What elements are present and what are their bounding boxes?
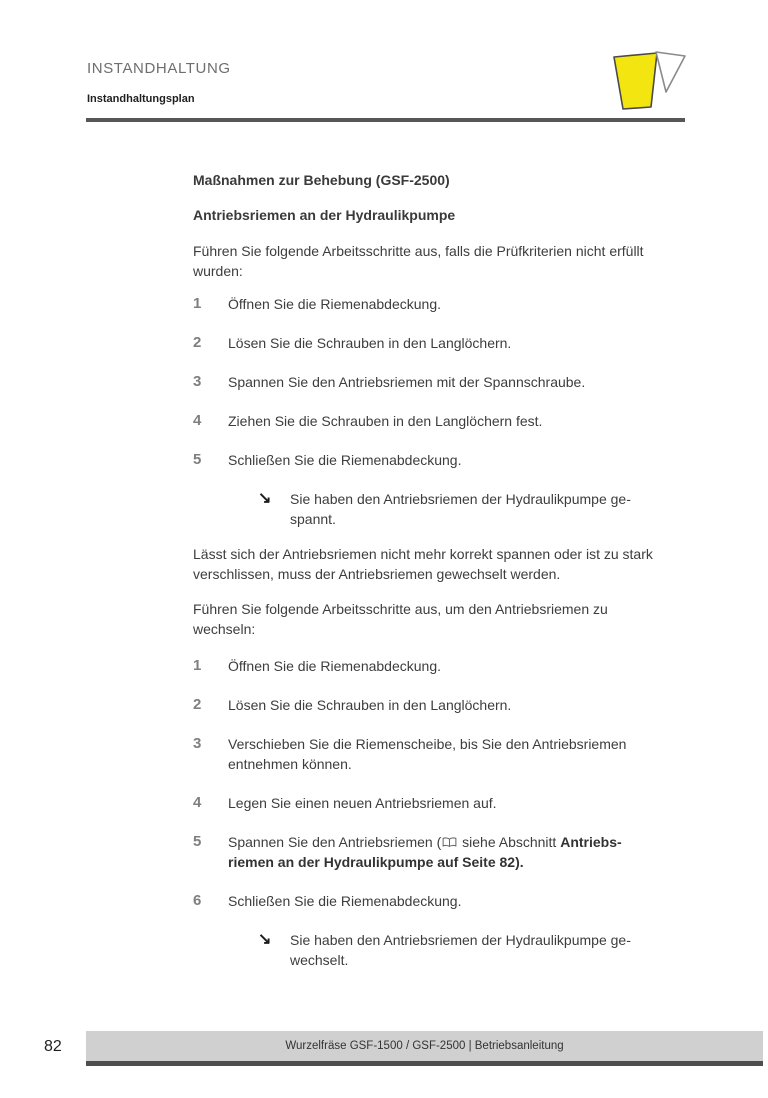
section-title: Instandhaltungsplan bbox=[87, 93, 195, 105]
subsection-heading-massnahmen: Maßnahmen zur Behebung (GSF-2500) bbox=[193, 172, 450, 188]
page-number: 82 bbox=[44, 1038, 62, 1055]
step-number: 2 bbox=[193, 696, 202, 713]
page-body bbox=[193, 170, 665, 970]
step-item bbox=[193, 793, 665, 813]
result-line-1 bbox=[258, 489, 665, 529]
step-item bbox=[193, 450, 665, 470]
step-number: 2 bbox=[193, 334, 202, 351]
result-line-2 bbox=[258, 930, 665, 970]
step-number: 5 bbox=[193, 451, 202, 468]
result-text: Sie haben den Antriebsriemen der Hydraulikpumpe ge-spannt. bbox=[290, 491, 631, 527]
step-item bbox=[193, 411, 665, 431]
step-item bbox=[193, 372, 665, 392]
step-number: 6 bbox=[193, 892, 202, 909]
step-number: 1 bbox=[193, 295, 202, 312]
subsection-heading-antriebsriemen: Antriebsriemen an der Hydraulikpumpe bbox=[193, 207, 456, 223]
footer-bar bbox=[86, 1031, 763, 1066]
header-divider bbox=[86, 118, 685, 122]
step-item bbox=[193, 891, 665, 911]
intro-paragraph-1: Führen Sie folgende Arbeitsschritte aus, falls die Prüfkriterien nicht erfüllt wurden: bbox=[193, 243, 644, 279]
open-book-icon bbox=[442, 837, 457, 848]
brand-logo-icon bbox=[610, 51, 688, 113]
step-item bbox=[193, 734, 665, 774]
step-text-mid: siehe Abschnitt bbox=[458, 834, 561, 850]
step-item bbox=[193, 695, 665, 715]
step-number: 3 bbox=[193, 373, 202, 390]
step-text: Lösen Sie die Schrauben in den Langlöchern. bbox=[228, 697, 512, 713]
body-paragraph: Lässt sich der Antriebsriemen nicht mehr korrekt spannen oder ist zu stark verschlissen, muss der Antriebsriemen gewechselt werden. bbox=[193, 546, 653, 582]
step-list-spannen bbox=[193, 294, 665, 470]
result-text: Sie haben den Antriebsriemen der Hydraulikpumpe ge-wechselt. bbox=[290, 932, 631, 968]
step-text: Öffnen Sie die Riemenabdeckung. bbox=[228, 296, 441, 312]
result-arrow-icon: ↘ bbox=[258, 490, 272, 507]
step-text: Öffnen Sie die Riemenabdeckung. bbox=[228, 658, 441, 674]
step-text: Ziehen Sie die Schrauben in den Langlöchern fest. bbox=[228, 413, 543, 429]
intro-paragraph-2: Führen Sie folgende Arbeitsschritte aus, um den Antriebsriemen zu wechseln: bbox=[193, 601, 608, 637]
step-item bbox=[193, 294, 665, 314]
step-item bbox=[193, 656, 665, 676]
chapter-title: INSTANDHALTUNG bbox=[87, 60, 231, 77]
step-text: Schließen Sie die Riemenabdeckung. bbox=[228, 452, 462, 468]
step-text-pre: Spannen Sie den Antriebsriemen ( bbox=[228, 834, 442, 850]
footer-text: Wurzelfräse GSF-1500 / GSF-2500 | Betriebsanleitung bbox=[285, 1040, 564, 1052]
step-number: 4 bbox=[193, 794, 202, 811]
step-text bbox=[228, 832, 665, 872]
step-number: 1 bbox=[193, 657, 202, 674]
result-arrow-icon: ↘ bbox=[258, 931, 272, 948]
cross-reference: Antriebs-riemen an der Hydraulikpumpe auf Seite 82). bbox=[228, 834, 622, 870]
step-text: Verschieben Sie die Riemenscheibe, bis Sie den Antriebsriemen entnehmen können. bbox=[228, 736, 627, 772]
step-text: Spannen Sie den Antriebsriemen mit der Spannschraube. bbox=[228, 374, 586, 390]
step-list-wechseln bbox=[193, 656, 665, 911]
step-number: 3 bbox=[193, 735, 202, 752]
step-item-with-reference bbox=[193, 832, 665, 872]
step-number: 5 bbox=[193, 833, 202, 850]
step-number: 4 bbox=[193, 412, 202, 429]
step-text: Lösen Sie die Schrauben in den Langlöchern. bbox=[228, 335, 512, 351]
step-item bbox=[193, 333, 665, 353]
step-text: Legen Sie einen neuen Antriebsriemen auf. bbox=[228, 795, 497, 811]
step-text: Schließen Sie die Riemenabdeckung. bbox=[228, 893, 462, 909]
